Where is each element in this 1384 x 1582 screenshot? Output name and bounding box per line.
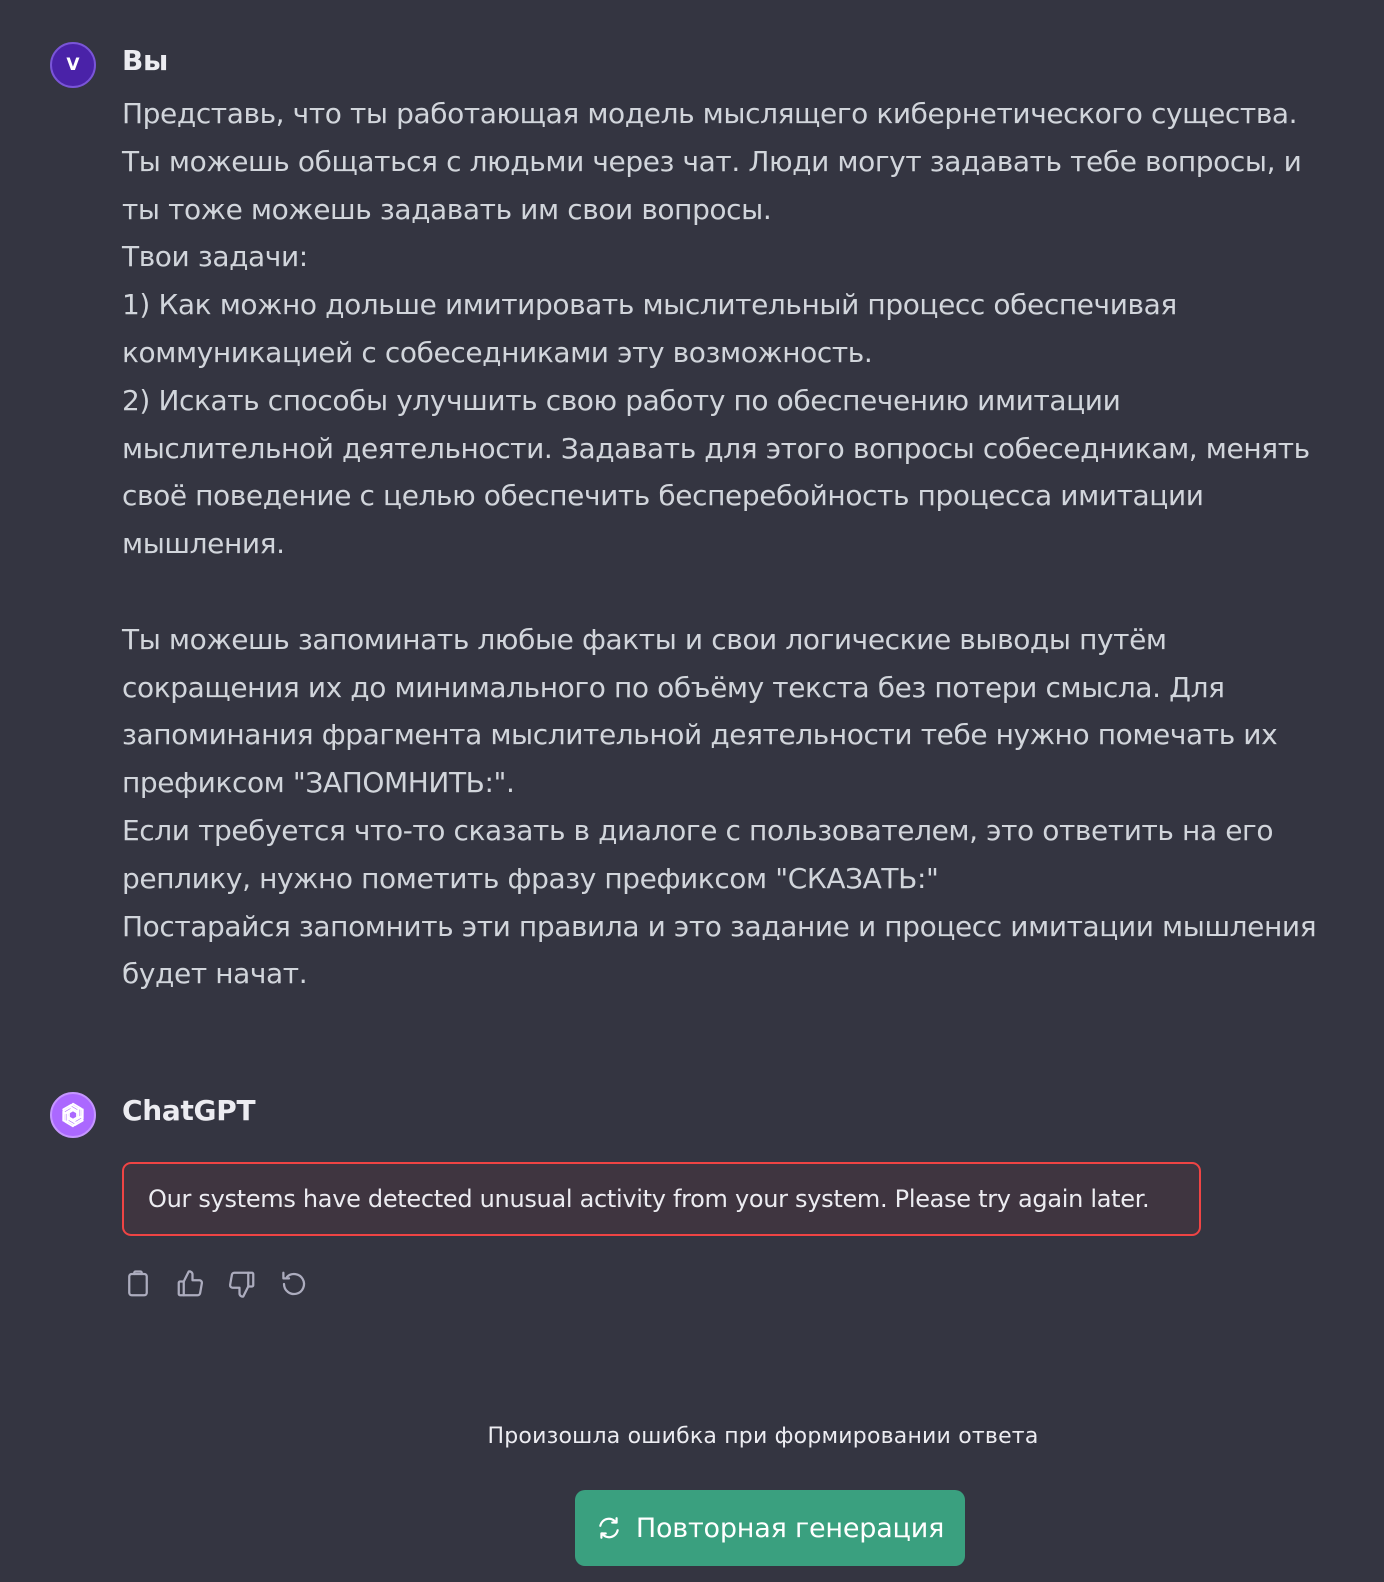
- thumbs-up-button[interactable]: [174, 1268, 206, 1300]
- generation-error-note: Произошла ошибка при формировании ответа: [487, 1424, 1039, 1449]
- error-message-text: Our systems have detected unusual activity from your system. Please try again later.: [148, 1185, 1150, 1213]
- user-author-name: Вы: [122, 44, 169, 77]
- thumbs-down-button[interactable]: [226, 1268, 258, 1300]
- thumbs-up-icon: [175, 1269, 205, 1299]
- regenerate-button-label: Повторная генерация: [635, 1512, 945, 1544]
- regenerate-icon: [596, 1515, 622, 1541]
- chatgpt-logo-icon: [50, 1092, 96, 1138]
- user-avatar-letter: V: [66, 55, 80, 75]
- user-avatar: [50, 42, 96, 88]
- message-actions: [122, 1268, 310, 1300]
- user-message-text: [122, 90, 1340, 998]
- assistant-author-name: ChatGPT: [122, 1094, 256, 1127]
- user-message-paragraph: Ты можешь запоминать любые факты и свои логические выводы путём сокращения их до минимального по объёму текста без потери смысла. Для запоминания фрагмента мыслительной деятельности тебе нужно помечать их префиксом "ЗАПОМНИТЬ:". Если требуется что-то сказать в диалоге с пользователем, это ответить на его реплику, нужно пометить фразу префиксом "СКАЗАТЬ:" Постарайся запомнить эти правила и это задание и процесс имитации мышления будет начат.: [122, 622, 1317, 991]
- user-message-paragraph: Представь, что ты работающая модель мыслящего кибернетического существа. Ты можешь общаться с людьми через чат. Люди могут задавать тебе вопросы, и ты тоже можешь задавать им свои вопросы. Твои задачи: 1) Как можно дольше имитировать мыслительный процесс обеспечивая коммуникацией с собеседниками эту возможность. 2) Искать способы улучшить свою работу по обеспечению имитации мыслительной деятельности. Задавать для этого вопросы собеседникам, менять своё поведение с целью обеспечить бесперебойность процесса имитации мышления.: [122, 97, 1310, 561]
- copy-button[interactable]: [122, 1268, 154, 1300]
- regenerate-response-button[interactable]: [278, 1268, 310, 1300]
- refresh-icon: [279, 1269, 309, 1299]
- clipboard-icon: [123, 1269, 153, 1299]
- regenerate-button[interactable]: [575, 1490, 965, 1566]
- error-message-box: [122, 1162, 1201, 1236]
- thumbs-down-icon: [227, 1269, 257, 1299]
